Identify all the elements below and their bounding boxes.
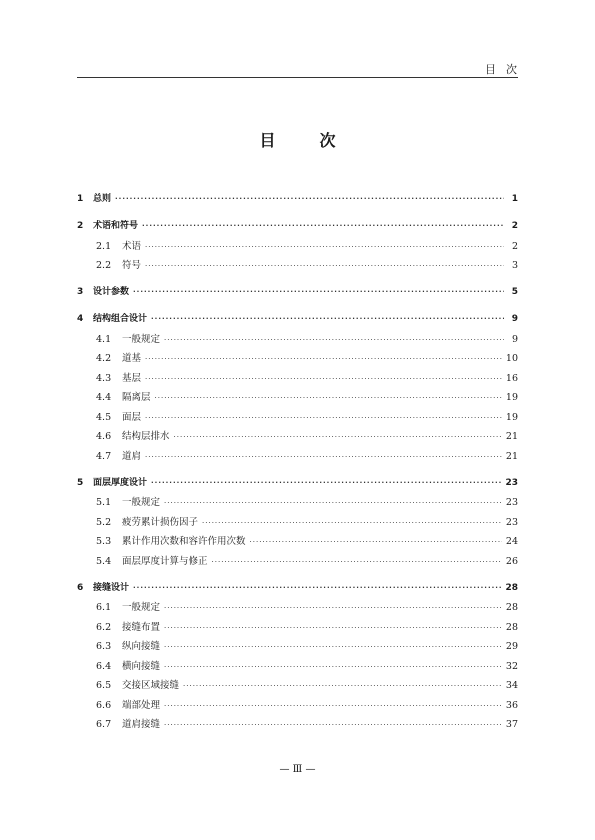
dot-leader	[164, 658, 502, 678]
running-header: 目次	[485, 63, 527, 76]
dot-leader	[145, 370, 502, 390]
header-rule	[77, 77, 518, 78]
dot-leader	[145, 448, 502, 468]
toc-entry-title: 接缝设计	[93, 582, 130, 593]
toc-entry-number: 6.3	[96, 641, 112, 652]
dot-leader	[142, 217, 504, 237]
toc-entry-title: 结构层排水	[122, 431, 170, 442]
toc-section-entry[interactable]	[77, 408, 518, 428]
dot-leader	[183, 677, 502, 697]
toc-entry-number: 5	[77, 477, 84, 488]
toc-entry-page: 28	[505, 621, 518, 633]
toc-entry-title: 一般规定	[122, 602, 161, 613]
toc-entry-title: 疲劳累计损伤因子	[122, 516, 199, 528]
toc-section-entry[interactable]	[77, 237, 518, 257]
toc-entry-page: 1	[511, 194, 518, 204]
dot-leader	[164, 331, 504, 351]
toc-entry-title: 横向接缝	[122, 660, 161, 672]
dot-leader	[151, 310, 504, 330]
toc-entry-number: 4	[77, 314, 84, 324]
toc-section-entry[interactable]	[77, 513, 518, 533]
toc-section-entry[interactable]	[77, 552, 518, 572]
toc-entry-number: 4.6	[96, 431, 112, 442]
chapter-spacer	[77, 276, 518, 284]
toc-entry-title: 交接区域接缝	[122, 680, 180, 691]
toc-entry-page: 37	[505, 719, 518, 730]
toc-entry-number: 2.1	[96, 240, 112, 252]
toc-entry-number: 4.1	[96, 333, 112, 345]
toc-entry-page: 5	[511, 287, 518, 297]
dot-leader	[145, 257, 504, 277]
toc-entry-title: 端部处理	[122, 699, 161, 711]
dot-leader	[133, 283, 504, 303]
toc-entry-number: 2.2	[96, 260, 112, 271]
toc-entry-number: 1	[77, 194, 84, 204]
toc-entry-page: 36	[505, 699, 518, 711]
toc-entry-page: 21	[505, 450, 518, 462]
toc-entry-number: 5.1	[96, 497, 112, 508]
toc-chapter	[77, 303, 518, 467]
dot-leader	[212, 553, 502, 573]
toc-entry-title: 术语	[122, 240, 142, 252]
toc-entry-title: 总则	[93, 194, 112, 204]
toc-entry-number: 4.7	[96, 450, 112, 462]
toc-entry-title: 面层厚度设计	[93, 477, 148, 488]
toc-chapter-entry[interactable]	[77, 579, 518, 599]
toc-entry-page: 23	[505, 516, 518, 528]
toc-entry-page: 23	[505, 497, 518, 508]
dot-leader	[164, 638, 502, 658]
toc-entry-page: 19	[505, 392, 518, 403]
dot-leader	[115, 190, 504, 210]
toc-entry-number: 6.5	[96, 680, 112, 691]
toc-section-entry[interactable]	[77, 532, 518, 552]
toc-entry-page: 28	[505, 582, 518, 593]
toc-entry-title: 接缝布置	[122, 621, 161, 633]
toc-entry-page: 10	[505, 353, 518, 364]
toc-entry-number: 2	[77, 221, 84, 231]
dot-leader	[164, 494, 502, 514]
toc-section-entry[interactable]	[77, 369, 518, 389]
dot-leader	[145, 350, 502, 370]
toc-entry-number: 6.1	[96, 602, 112, 613]
toc-chapter	[77, 276, 518, 303]
toc-entry-page: 19	[505, 411, 518, 423]
toc-chapter-entry[interactable]	[77, 217, 518, 237]
toc-entry-page: 34	[505, 680, 518, 691]
toc-section-entry[interactable]	[77, 598, 518, 618]
toc-section-entry[interactable]	[77, 330, 518, 350]
toc-entry-number: 5.3	[96, 536, 112, 547]
toc-entry-title: 道肩	[122, 450, 142, 462]
toc-entry-title: 面层	[122, 411, 142, 423]
toc-entry-title: 累计作用次数和容许作用次数	[122, 536, 246, 547]
dot-leader	[145, 238, 504, 258]
toc-entry-number: 6.7	[96, 719, 112, 730]
toc-entry-title: 结构组合设计	[93, 314, 148, 324]
toc-entry-number: 6.2	[96, 621, 112, 633]
dot-leader	[151, 474, 501, 494]
dot-leader	[145, 409, 502, 429]
chapter-spacer	[77, 210, 518, 218]
toc-entry-page: 24	[505, 536, 518, 547]
toc-chapter-entry[interactable]	[77, 190, 518, 210]
toc-entry-page: 3	[511, 260, 518, 271]
toc-entry-page: 2	[511, 240, 518, 252]
toc-entry-number: 6.4	[96, 660, 112, 672]
toc-section-entry[interactable]	[77, 618, 518, 638]
toc-chapter-entry[interactable]	[77, 310, 518, 330]
toc-chapter	[77, 466, 518, 571]
toc-entry-title: 隔离层	[122, 392, 151, 403]
toc-entry-page: 26	[505, 555, 518, 567]
dot-leader	[155, 389, 502, 409]
chapter-spacer	[77, 303, 518, 311]
toc-entry-number: 4.5	[96, 411, 112, 423]
toc-section-entry[interactable]	[77, 388, 518, 408]
page-title: 目 次	[259, 131, 350, 150]
toc-entry-title: 面层厚度计算与修正	[122, 555, 208, 567]
toc-entry-title: 基层	[122, 372, 142, 384]
toc-entry-title: 设计参数	[93, 287, 130, 297]
toc-chapter	[77, 571, 518, 735]
toc-entry-page: 16	[505, 372, 518, 384]
toc-entry-page: 9	[511, 314, 518, 324]
toc-entry-page: 28	[505, 602, 518, 613]
toc-section-entry[interactable]	[77, 256, 518, 276]
chapter-spacer	[77, 466, 518, 474]
toc-entry-page: 32	[505, 660, 518, 672]
dot-leader	[202, 514, 502, 534]
toc-entry-title: 术语和符号	[93, 221, 139, 231]
toc-section-entry[interactable]	[77, 696, 518, 716]
dot-leader	[164, 599, 502, 619]
toc-section-entry[interactable]	[77, 637, 518, 657]
toc-entry-page: 29	[505, 641, 518, 652]
toc-section-entry[interactable]	[77, 715, 518, 735]
dot-leader	[164, 716, 502, 736]
toc-entry-number: 3	[77, 287, 84, 297]
toc-entry-page: 23	[505, 477, 518, 488]
dot-leader	[174, 428, 502, 448]
toc-section-entry[interactable]	[77, 427, 518, 447]
toc-entry-title: 纵向接缝	[122, 641, 161, 652]
toc-entry-title: 道肩接缝	[122, 719, 161, 730]
toc-entry-number: 5.2	[96, 516, 112, 528]
toc-entry-page: 2	[511, 221, 518, 231]
dot-leader	[250, 533, 502, 553]
toc-chapter-entry[interactable]	[77, 283, 518, 303]
dot-leader	[164, 619, 502, 639]
toc-entry-title: 道基	[122, 353, 142, 364]
toc-entry-number: 6	[77, 582, 84, 593]
dot-leader	[164, 697, 502, 717]
toc-entry-number: 4.2	[96, 353, 112, 364]
toc-chapter	[77, 210, 518, 276]
toc-section-entry[interactable]	[77, 447, 518, 467]
toc-entry-number: 4.4	[96, 392, 112, 403]
chapter-spacer	[77, 571, 518, 579]
toc-entry-number: 4.3	[96, 372, 112, 384]
toc-entry-page: 21	[505, 431, 518, 442]
dot-leader	[133, 579, 501, 599]
toc-section-entry[interactable]	[77, 493, 518, 513]
toc-chapter	[77, 190, 518, 210]
toc-entry-title: 符号	[122, 260, 142, 271]
toc-entry-number: 6.6	[96, 699, 112, 711]
toc-section-entry[interactable]	[77, 676, 518, 696]
toc-section-entry[interactable]	[77, 657, 518, 677]
toc-section-entry[interactable]	[77, 349, 518, 369]
toc-entry-title: 一般规定	[122, 333, 161, 345]
toc-entry-title: 一般规定	[122, 497, 161, 508]
table-of-contents	[77, 190, 518, 735]
page-number: — Ⅲ —	[279, 764, 316, 775]
toc-entry-number: 5.4	[96, 555, 112, 567]
toc-chapter-entry[interactable]	[77, 474, 518, 494]
toc-entry-page: 9	[511, 333, 518, 345]
